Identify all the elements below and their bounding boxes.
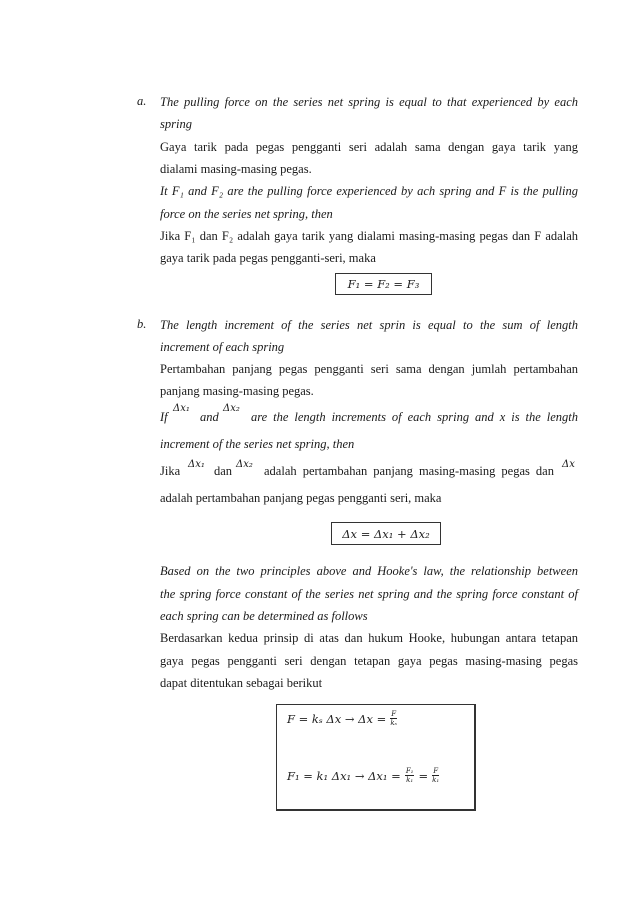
summary-en-line-3: each spring can be determined as follows [160,609,368,623]
item-a-id-line-1: Gaya tarik pada pegas pengganti seri adalah sama dengan gaya tarik yang [160,140,578,154]
item-b-id-line-2: panjang masing-masing pegas. [160,384,314,398]
item-b-en-line-3-rest: are the length increments of each spring and x is the length [251,410,578,424]
formula-hooke-spring-1-fraction-b [432,767,439,784]
formula-length-sum: Δx = Δx₁ + Δx₂ [331,522,441,545]
item-b-label: b. [137,317,147,331]
item-b-en-dx2: Δx₂ [223,403,240,414]
item-a-id-line-2: dialami masing-masing pegas. [160,162,312,176]
fraction-numerator: F [391,710,397,718]
item-a-en-line-3: It F₁ and F₂ are the pulling force experienced by ach spring and F is the pulling [160,184,578,198]
formula-hooke-net [287,710,397,727]
item-a-en-line-2: spring [160,117,192,131]
formula-box [276,704,476,811]
summary-id-line-2: gaya pegas pengganti seri dengan tetapan gaya pegas masing-masing pegas [160,654,578,668]
formula-equals-sign: = [418,768,429,783]
item-b-id-dan: dan [214,464,233,478]
summary-en-line-1: Based on the two principles above and Hooke's law, the relationship between [160,564,578,578]
fraction-numerator: F₁ [405,767,414,775]
item-b-id-jika: Jika [160,464,181,478]
formula-hooke-spring-1-fraction-a [405,767,415,784]
item-a-label: a. [137,94,147,108]
formula-hooke-net-fraction [390,710,397,727]
formula-hooke-net-left: F = kₛ Δx → Δx = [287,711,387,726]
fraction-denominator: kₛ [390,719,397,727]
item-b-id-line-3-rest: adalah pertambahan panjang masing-masing pegas dan [264,464,554,478]
formula-hooke-spring-1 [287,767,439,784]
summary-id-line-3: dapat ditentukan sebagai berikut [160,676,323,690]
item-b-en-and: and [200,410,219,424]
item-a-id-line-4: gaya tarik pada pegas pengganti-seri, maka [160,251,376,265]
formula-force-equality: F₁ = F₂ = F₃ [335,273,432,295]
fraction-denominator: k₁ [406,776,414,784]
item-a-en-line-1: The pulling force on the series net spring is equal to that experienced by each [160,95,578,109]
item-b-en-if: If [160,410,168,424]
item-b-id-dx2: Δx₂ [236,459,253,470]
item-b-id-dx: Δx [562,459,575,470]
item-b-en-line-2: increment of each spring [160,340,285,354]
item-b-id-line-4: adalah pertambahan panjang pegas pengganti seri, maka [160,491,442,505]
fraction-numerator: F [433,767,439,775]
formula-hooke-spring-1-left: F₁ = k₁ Δx₁ → Δx₁ = [287,768,401,783]
item-b-id-dx1: Δx₁ [188,459,205,470]
item-a-id-line-3: Jika F₁ dan F₂ adalah gaya tarik yang dialami masing-masing pegas dan F adalah [160,229,578,243]
item-a-en-line-4: force on the series net spring, then [160,207,333,221]
summary-en-line-2: the spring force constant of the series net spring and the spring force constant of [160,587,578,601]
item-b-en-line-4: increment of the series net spring, then [160,437,355,451]
summary-id-line-1: Berdasarkan kedua prinsip di atas dan hukum Hooke, hubungan antara tetapan [160,631,578,645]
fraction-denominator: k₁ [432,776,440,784]
item-b-id-line-1: Pertambahan panjang pegas pengganti seri sama dengan jumlah pertambahan [160,362,578,376]
item-b-en-line-1: The length increment of the series net sprin is equal to the sum of length [160,318,578,332]
item-b-en-dx1: Δx₁ [173,403,190,414]
